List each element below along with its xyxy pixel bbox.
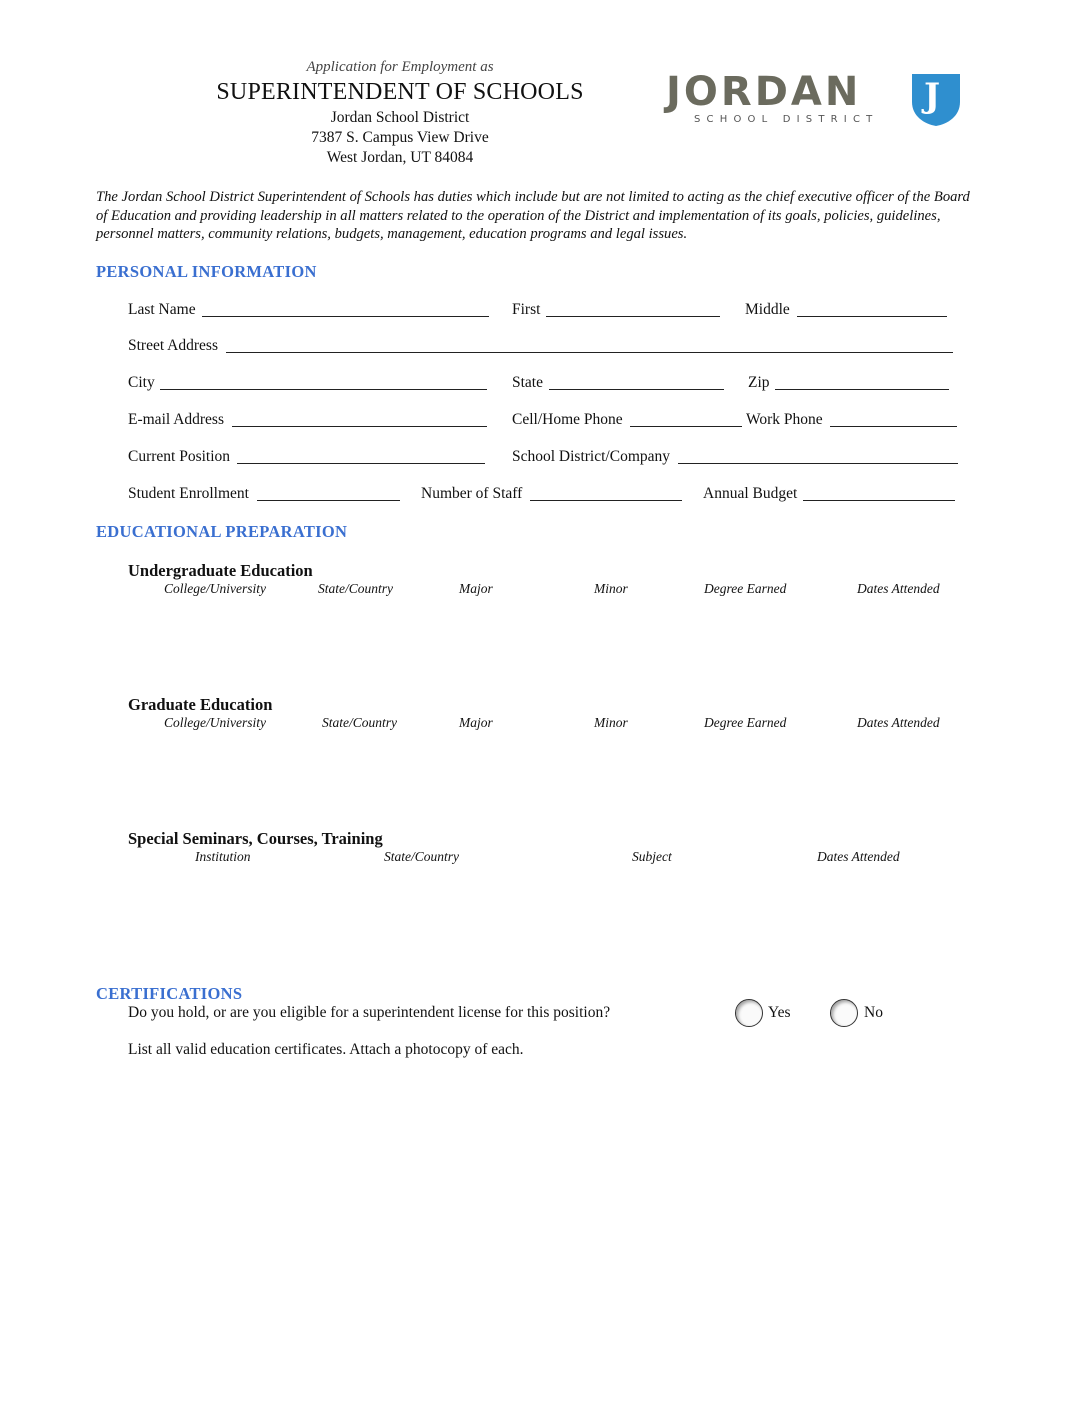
state-field[interactable] <box>549 389 724 390</box>
section-heading-education: EDUCATIONAL PREPARATION <box>96 522 348 541</box>
seminars-title: Special Seminars, Courses, Training <box>128 829 383 848</box>
annual-budget-label: Annual Budget <box>703 485 798 502</box>
district-company-field[interactable] <box>678 463 958 464</box>
middle-name-label: Middle <box>745 301 790 318</box>
undergrad-col-minor: Minor <box>594 581 628 596</box>
header-org: Jordan School District <box>330 109 470 126</box>
header-address-line2: West Jordan, UT 84084 <box>326 149 474 166</box>
graduate-title: Graduate Education <box>128 695 273 714</box>
license-question: Do you hold, or are you eligible for a superintendent license for this position? <box>128 1004 611 1021</box>
graduate-col-degree: Degree Earned <box>704 715 787 730</box>
last-name-field[interactable] <box>202 316 489 317</box>
seminars-col-state: State/Country <box>384 849 459 864</box>
seminars-col-institution: Institution <box>195 849 251 864</box>
cell-phone-field[interactable] <box>630 426 742 427</box>
graduate-col-minor: Minor <box>594 715 628 730</box>
page-title: SUPERINTENDENT OF SCHOOLS <box>216 79 584 105</box>
undergrad-col-state: State/Country <box>318 581 393 596</box>
number-of-staff-label: Number of Staff <box>421 485 523 502</box>
undergrad-title: Undergraduate Education <box>128 561 313 580</box>
city-field[interactable] <box>160 389 487 390</box>
street-address-label: Street Address <box>128 337 218 354</box>
undergrad-col-college: College/University <box>164 581 266 596</box>
street-address-field[interactable] <box>226 352 953 353</box>
graduate-col-college: College/University <box>164 715 266 730</box>
current-position-field[interactable] <box>237 463 485 464</box>
last-name-label: Last Name <box>128 301 196 318</box>
license-yes-label: Yes <box>768 1004 791 1021</box>
logo-mark: J <box>924 76 941 116</box>
district-company-label: School District/Company <box>512 448 671 465</box>
header-subtitle: Application for Employment as <box>306 59 494 75</box>
graduate-col-major: Major <box>459 715 493 730</box>
annual-budget-field[interactable] <box>803 500 955 501</box>
student-enrollment-label: Student Enrollment <box>128 485 249 502</box>
license-no-radio[interactable] <box>830 999 858 1027</box>
graduate-col-dates: Dates Attended <box>857 715 940 730</box>
number-of-staff-field[interactable] <box>530 500 682 501</box>
logo-word: JORDAN <box>666 69 862 115</box>
middle-name-field[interactable] <box>797 316 947 317</box>
logo-tagline: SCHOOL DISTRICT <box>694 114 879 125</box>
work-phone-field[interactable] <box>830 426 957 427</box>
undergrad-col-major: Major <box>459 581 493 596</box>
state-label: State <box>512 374 543 391</box>
zip-label: Zip <box>748 374 770 391</box>
intro-paragraph: The Jordan School District Superintendent of Schools has duties which include but are not limited to acting as the chief executive officer of the Board of Education and providing leadership in all matters related to the operation of the District and implementation of its goals, policies, guidelines, personnel matters, community relations, budgets, management, education programs and legal issues. <box>96 189 970 242</box>
undergrad-col-degree: Degree Earned <box>704 581 787 596</box>
license-yes-radio[interactable] <box>735 999 763 1027</box>
header-address-line1: 7387 S. Campus View Drive <box>311 129 489 146</box>
graduate-col-state: State/Country <box>322 715 397 730</box>
seminars-col-dates: Dates Attended <box>817 849 900 864</box>
zip-field[interactable] <box>775 389 949 390</box>
cell-phone-label: Cell/Home Phone <box>512 411 623 428</box>
work-phone-label: Work Phone <box>746 411 823 428</box>
certificates-instruction: List all valid education certificates. Attach a photocopy of each. <box>128 1041 524 1058</box>
current-position-label: Current Position <box>128 448 231 465</box>
section-heading-personal: PERSONAL INFORMATION <box>96 262 317 281</box>
email-label: E-mail Address <box>128 411 224 428</box>
email-field[interactable] <box>232 426 487 427</box>
section-heading-certifications: CERTIFICATIONS <box>96 984 243 1003</box>
undergrad-col-dates: Dates Attended <box>857 581 940 596</box>
seminars-col-subject: Subject <box>632 849 672 864</box>
license-no-label: No <box>864 1004 883 1021</box>
first-name-label: First <box>512 301 541 318</box>
jordan-logo <box>666 70 966 130</box>
student-enrollment-field[interactable] <box>257 500 400 501</box>
city-label: City <box>128 374 155 391</box>
first-name-field[interactable] <box>546 316 720 317</box>
